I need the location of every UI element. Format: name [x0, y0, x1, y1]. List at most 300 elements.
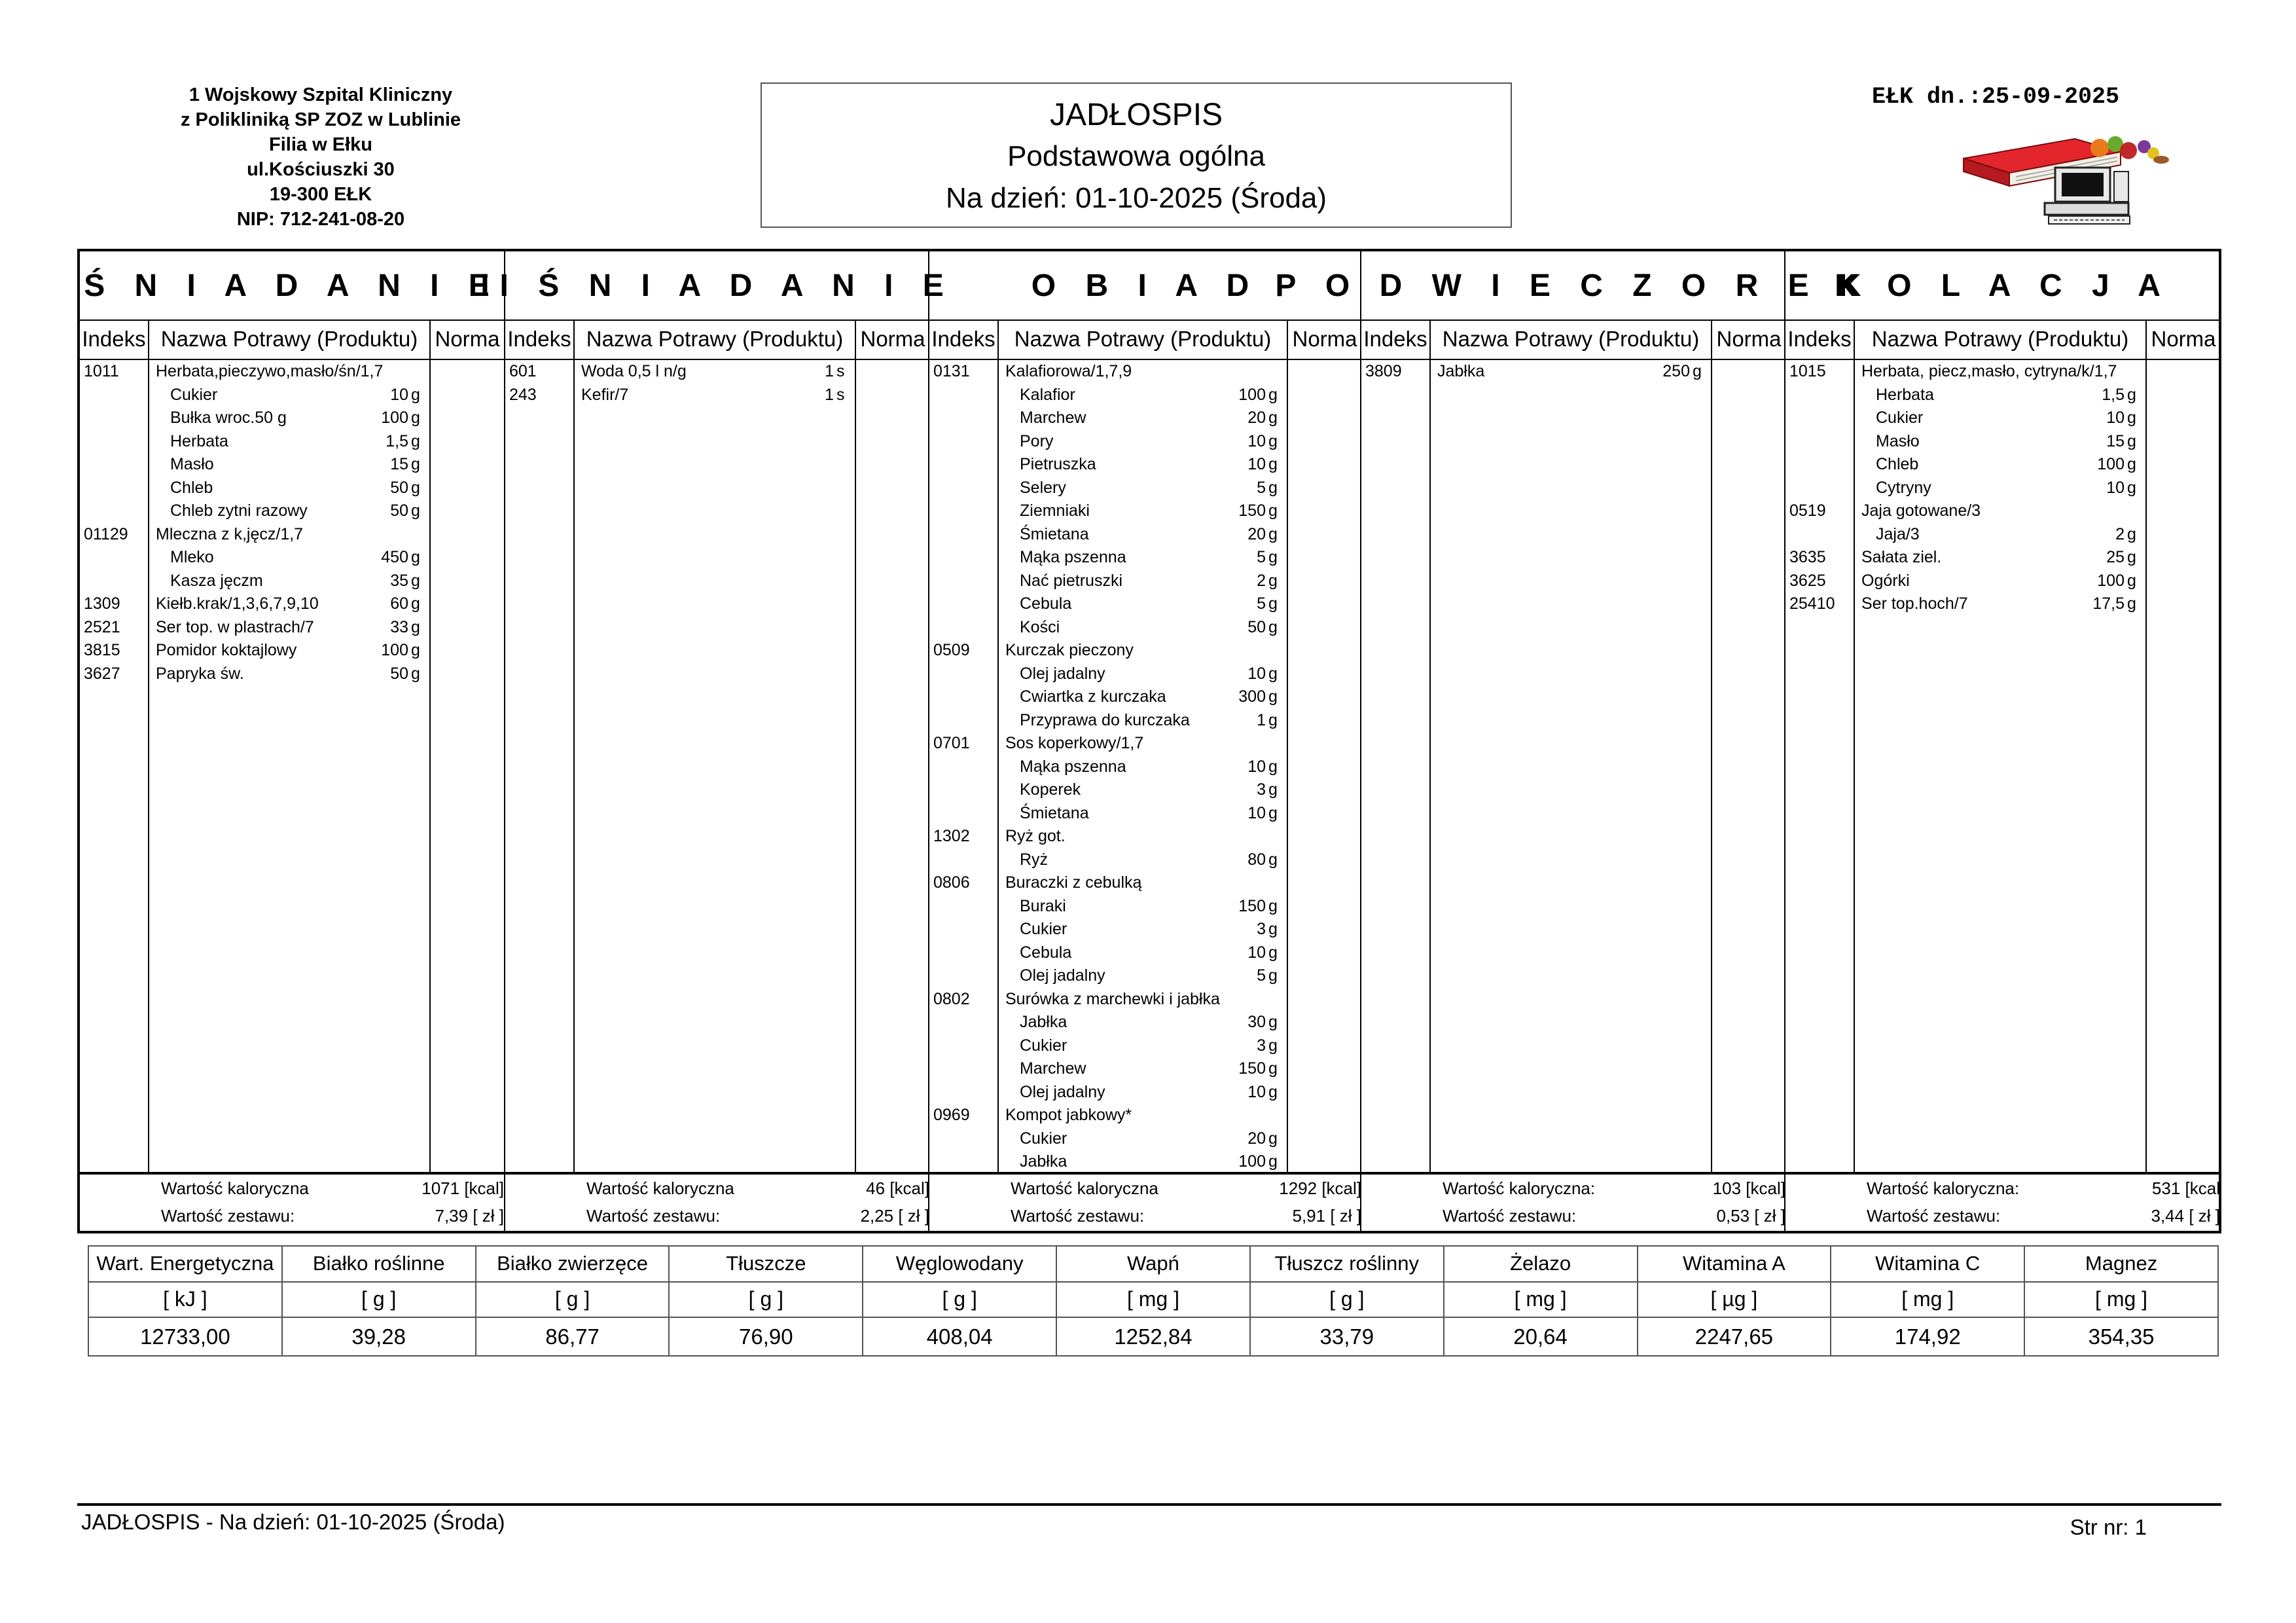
- nutrient-name: Witamina C: [1831, 1246, 2024, 1282]
- menu-item-row: [929, 546, 1361, 570]
- item-quantity: [1219, 825, 1284, 848]
- quantity-unit: g: [411, 385, 420, 404]
- item-quantity: [361, 430, 427, 454]
- menu-item-row: [929, 1104, 1361, 1127]
- item-index: 1309: [84, 594, 120, 613]
- institution-line: z Polikliniką SP ZOZ w Lublinie: [180, 109, 461, 130]
- item-name: Masło: [170, 455, 214, 473]
- item-quantity: [1219, 360, 1284, 384]
- nutrition-values-row: [88, 1317, 2218, 1356]
- nutrient-unit: [ mg ]: [1056, 1282, 1250, 1318]
- item-name: Pory: [1020, 431, 1054, 450]
- kcal-label: Wartość kaloryczna:: [1867, 1178, 2020, 1198]
- item-index: 3815: [84, 641, 120, 659]
- item-name: Herbata, piecz,masło, cytryna/k/1,7: [1861, 362, 2117, 380]
- item-quantity: [1219, 500, 1284, 523]
- nutrient-unit: [ µg ]: [1638, 1282, 1831, 1318]
- nutrient-unit: [ g ]: [863, 1282, 1056, 1318]
- item-name: Nać pietruszki: [1020, 571, 1122, 590]
- menu-item-row: [929, 685, 1361, 709]
- quantity-value: 2: [1257, 571, 1266, 590]
- quantity-value: 100: [381, 409, 408, 427]
- menu-item-row: [929, 1057, 1361, 1081]
- quantity-value: 10: [1247, 455, 1266, 473]
- quantity-value: 1: [1257, 710, 1266, 729]
- item-quantity: [2077, 477, 2143, 500]
- menu-item-row: [505, 384, 929, 407]
- menu-item-row: [80, 639, 504, 663]
- column-header-row: [505, 319, 929, 360]
- nutrient-name: Białko zwierzęce: [476, 1246, 670, 1282]
- item-quantity: [1219, 523, 1284, 547]
- institution-line: NIP: 712-241-08-20: [236, 209, 405, 230]
- nutrient-name: Tłuszcz roślinny: [1250, 1246, 1444, 1282]
- menu-item-row: [1785, 384, 2220, 407]
- footer-title: JADŁOSPIS - Na dzień: 01-10-2025 (Środa): [81, 1510, 505, 1534]
- book-computer-fruit-logo: [1957, 130, 2179, 227]
- nutrition-units-row: [88, 1282, 2218, 1318]
- quantity-unit: g: [2127, 409, 2136, 427]
- quantity-value: 30: [1247, 1013, 1266, 1031]
- quantity-unit: g: [2127, 478, 2136, 497]
- item-name: Cebula: [1020, 943, 1072, 962]
- title-box: [761, 82, 1512, 228]
- item-quantity: [1219, 895, 1284, 919]
- institution-line: 1 Wojskowy Szpital Kliniczny: [188, 84, 453, 105]
- quantity-unit: g: [411, 478, 420, 497]
- quantity-value: 3: [1257, 780, 1266, 799]
- item-quantity: [1219, 988, 1284, 1012]
- item-quantity: [361, 453, 427, 477]
- item-name: Bułka wroc.50 g: [170, 409, 287, 427]
- meal-title: Ś N I A D A N I E: [80, 251, 504, 321]
- nutrient-name: Żelazo: [1444, 1246, 1638, 1282]
- quantity-unit: g: [1268, 780, 1278, 799]
- item-quantity: [2077, 570, 2143, 593]
- item-name: Mleczna z k,jęcz/1,7: [156, 524, 304, 543]
- item-quantity: [2077, 593, 2143, 616]
- menu-item-row: [929, 802, 1361, 826]
- quantity-unit: g: [1268, 920, 1278, 938]
- nutrient-unit: [ mg ]: [1444, 1282, 1638, 1318]
- item-quantity: [1219, 1104, 1284, 1127]
- meal-items: [929, 360, 1361, 1172]
- meal-summary: [1785, 1172, 2220, 1231]
- nutrient-unit: [ g ]: [1250, 1282, 1444, 1318]
- item-quantity: [1219, 941, 1284, 965]
- issue-date: EŁK dn.:25-09-2025: [1872, 84, 2120, 110]
- header-index: Indeks: [1361, 319, 1431, 359]
- kcal-label: Wartość kaloryczna:: [1443, 1178, 1596, 1198]
- item-quantity: [1219, 453, 1284, 477]
- quantity-value: 10: [1247, 664, 1266, 683]
- nutrient-unit: [ kJ ]: [88, 1282, 282, 1318]
- meal-items: [505, 360, 929, 1172]
- item-name: Pomidor koktajlowy: [156, 641, 297, 659]
- item-quantity: [1219, 546, 1284, 570]
- kcal-value: 1292 [kcal]: [1279, 1178, 1361, 1198]
- item-quantity: [1219, 964, 1284, 988]
- item-quantity: [2077, 384, 2143, 407]
- quantity-unit: g: [1693, 362, 1702, 380]
- cost-label: Wartość zestawu:: [161, 1206, 295, 1226]
- cost-label: Wartość zestawu:: [1867, 1206, 2001, 1226]
- menu-item-row: [929, 778, 1361, 802]
- quantity-unit: g: [1268, 1013, 1278, 1031]
- quantity-value: 100: [381, 641, 408, 659]
- item-quantity: [787, 360, 852, 384]
- quantity-value: 100: [2097, 571, 2125, 590]
- quantity-unit: g: [1268, 1059, 1278, 1078]
- item-index: 2521: [84, 617, 120, 636]
- institution-line: 19-300 EŁK: [269, 184, 372, 205]
- meal-title: K O L A C J A: [1785, 251, 2220, 321]
- cost-value: 0,53 [ zł ]: [1716, 1206, 1785, 1226]
- item-name: Cytryny: [1876, 478, 1931, 497]
- item-name: Cukier: [1876, 409, 1924, 427]
- menu-item-row: [1785, 593, 2220, 616]
- menu-item-row: [929, 825, 1361, 848]
- menu-item-row: [80, 453, 504, 477]
- menu-item-row: [929, 407, 1361, 430]
- nutrient-value: 86,77: [476, 1317, 670, 1356]
- quantity-value: 20: [1247, 524, 1266, 543]
- meal-title: O B I A D: [929, 251, 1361, 321]
- kcal-label: Wartość kaloryczna: [161, 1178, 309, 1198]
- header-name: Nazwa Potrawy (Produktu): [149, 319, 431, 359]
- menu-item-row: [80, 616, 504, 640]
- column-header-row: [929, 319, 1361, 360]
- item-quantity: [1219, 1081, 1284, 1104]
- header-name: Nazwa Potrawy (Produktu): [1855, 319, 2147, 359]
- menu-item-row: [80, 570, 504, 593]
- cost-value: 2,25 [ zł ]: [860, 1206, 929, 1226]
- quantity-unit: g: [1268, 687, 1278, 706]
- quantity-unit: g: [1268, 1082, 1278, 1101]
- nutrient-name: Magnez: [2024, 1246, 2218, 1282]
- item-name: Cwiartka z kurczaka: [1020, 687, 1166, 706]
- item-name: Surówka z marchewki i jabłka: [1005, 989, 1220, 1008]
- quantity-unit: g: [1268, 710, 1278, 729]
- quantity-value: 100: [1238, 385, 1266, 404]
- item-name: Koperek: [1020, 780, 1081, 799]
- quantity-unit: g: [2127, 548, 2136, 566]
- header-index: Indeks: [929, 319, 999, 359]
- item-quantity: [1219, 1034, 1284, 1058]
- quantity-value: 150: [1238, 1059, 1266, 1078]
- item-quantity: [361, 663, 427, 686]
- item-index: 0131: [933, 362, 970, 380]
- quantity-unit: g: [1268, 594, 1278, 613]
- kcal-value: 103 [kcal]: [1712, 1178, 1785, 1198]
- nutrient-unit: [ g ]: [476, 1282, 670, 1318]
- document-title: JADŁOSPIS: [1049, 98, 1223, 132]
- quantity-unit: g: [1268, 896, 1278, 915]
- quantity-value: 5: [1257, 594, 1266, 613]
- item-name: Herbata: [1876, 385, 1934, 404]
- quantity-unit: g: [1268, 548, 1278, 566]
- menu-item-row: [80, 407, 504, 430]
- menu-item-row: [929, 941, 1361, 965]
- kcal-label: Wartość kaloryczna: [586, 1178, 734, 1198]
- menu-item-row: [929, 523, 1361, 547]
- quantity-unit: g: [2127, 571, 2136, 590]
- menu-date: Na dzień: 01-10-2025 (Środa): [945, 182, 1327, 214]
- item-index: 1015: [1789, 362, 1826, 380]
- menu-item-row: [929, 895, 1361, 919]
- menu-item-row: [1785, 477, 2220, 500]
- quantity-value: 5: [1257, 478, 1266, 497]
- quantity-unit: g: [1268, 803, 1278, 822]
- menu-item-row: [929, 1127, 1361, 1151]
- quantity-value: 20: [1247, 1129, 1266, 1148]
- quantity-value: 15: [390, 455, 408, 473]
- institution-address: [98, 82, 543, 232]
- item-quantity: [1219, 1011, 1284, 1034]
- quantity-unit: g: [1268, 431, 1278, 450]
- quantity-unit: g: [2127, 385, 2136, 404]
- cost-value: 3,44 [ zł ]: [2151, 1206, 2220, 1226]
- item-index: 3627: [84, 664, 120, 683]
- quantity-value: 1,5: [386, 431, 408, 450]
- item-quantity: [2077, 430, 2143, 454]
- item-index: 3625: [1789, 571, 1826, 590]
- nutrient-unit: [ mg ]: [2024, 1282, 2218, 1318]
- item-name: Cukier: [170, 385, 218, 404]
- quantity-value: 10: [2106, 478, 2125, 497]
- item-index: 1011: [84, 362, 119, 380]
- item-name: Masło: [1876, 431, 1920, 450]
- meal-column-lunch: [928, 251, 1361, 1231]
- item-name: Olej jadalny: [1020, 664, 1105, 683]
- item-name: Kasza jęczm: [170, 571, 263, 590]
- quantity-value: 300: [1238, 687, 1266, 706]
- nutrient-unit: [ g ]: [282, 1282, 476, 1318]
- quantity-unit: g: [2127, 431, 2136, 450]
- menu-item-row: [80, 546, 504, 570]
- quantity-unit: g: [1268, 1152, 1278, 1171]
- item-quantity: [361, 477, 427, 500]
- header-norm: Norma: [860, 327, 925, 351]
- item-name: Kiełb.krak/1,3,6,7,9,10: [156, 594, 319, 613]
- quantity-unit: g: [1268, 385, 1278, 404]
- item-quantity: [361, 593, 427, 616]
- item-name: Olej jadalny: [1020, 966, 1105, 985]
- quantity-unit: g: [1268, 409, 1278, 427]
- item-name: Ryż got.: [1005, 827, 1066, 845]
- menu-item-row: [929, 500, 1361, 523]
- quantity-unit: g: [1268, 501, 1278, 520]
- nutrient-value: 2247,65: [1638, 1317, 1831, 1356]
- menu-item-row: [929, 384, 1361, 407]
- item-index: 01129: [84, 524, 128, 543]
- item-name: Woda 0,5 l n/g: [581, 362, 687, 380]
- quantity-unit: g: [411, 641, 420, 659]
- item-name: Ser top.hoch/7: [1861, 594, 1968, 613]
- cost-label: Wartość zestawu:: [586, 1206, 721, 1226]
- quantity-value: 1: [825, 385, 834, 404]
- menu-item-row: [929, 453, 1361, 477]
- column-header-row: [1361, 319, 1785, 360]
- quantity-value: 1,5: [2102, 385, 2125, 404]
- quantity-value: 50: [390, 664, 408, 683]
- item-index: 0802: [933, 989, 970, 1008]
- item-name: Buraki: [1020, 896, 1066, 915]
- page-number: Str nr: 1: [2070, 1515, 2147, 1539]
- item-name: Mąka pszenna: [1020, 757, 1126, 776]
- quantity-unit: g: [1268, 966, 1278, 985]
- item-quantity: [361, 570, 427, 593]
- quantity-value: 5: [1257, 548, 1266, 566]
- item-quantity: [1219, 802, 1284, 826]
- item-quantity: [1643, 360, 1708, 384]
- diet-name: Podstawowa ogólna: [1007, 140, 1265, 172]
- nutrient-value: 39,28: [282, 1317, 476, 1356]
- quantity-value: 80: [1247, 850, 1266, 869]
- quantity-unit: g: [411, 501, 420, 520]
- item-name: Jabłka: [1437, 362, 1485, 380]
- quantity-value: 60: [390, 594, 408, 613]
- meal-summary: [505, 1172, 929, 1231]
- nutrient-name: Wart. Energetyczna: [88, 1246, 282, 1282]
- header-name: Nazwa Potrawy (Produktu): [1431, 319, 1712, 359]
- header-norm: Norma: [2151, 327, 2216, 351]
- item-quantity: [2077, 523, 2143, 547]
- item-quantity: [2077, 546, 2143, 570]
- nutrition-table: [88, 1245, 2219, 1357]
- quantity-unit: g: [411, 594, 420, 613]
- item-quantity: [361, 616, 427, 640]
- meal-items: [1361, 360, 1785, 1172]
- item-name: Kalafiorowa/1,7,9: [1005, 362, 1132, 380]
- item-name: Selery: [1020, 478, 1066, 497]
- quantity-unit: g: [1268, 850, 1278, 869]
- quantity-unit: g: [1268, 664, 1278, 683]
- item-quantity: [361, 546, 427, 570]
- nutrient-name: Tłuszcze: [669, 1246, 863, 1282]
- meal-summary: [929, 1172, 1361, 1231]
- quantity-unit: g: [411, 548, 420, 566]
- item-name: Kalafior: [1020, 385, 1075, 404]
- item-name: Jaja gotowane/3: [1861, 501, 1981, 520]
- menu-item-row: [929, 709, 1361, 733]
- header-norm: Norma: [1292, 327, 1357, 351]
- meal-items: [80, 360, 504, 1172]
- item-name: Jabłka: [1020, 1152, 1067, 1171]
- nutrient-name: Węglowodany: [863, 1246, 1056, 1282]
- menu-item-row: [929, 1150, 1361, 1174]
- kcal-label: Wartość kaloryczna: [1011, 1178, 1158, 1198]
- item-quantity: [1219, 407, 1284, 430]
- item-index: 601: [509, 362, 537, 380]
- item-name: Olej jadalny: [1020, 1082, 1105, 1101]
- quantity-unit: s: [836, 362, 845, 380]
- menu-item-row: [1785, 500, 2220, 523]
- item-name: Kurczak pieczony: [1005, 641, 1134, 659]
- quantity-unit: g: [1268, 1129, 1278, 1148]
- item-index: 3635: [1789, 548, 1826, 566]
- nutrient-name: Wapń: [1056, 1246, 1250, 1282]
- item-quantity: [1219, 732, 1284, 756]
- meal-column-supper: [1784, 251, 2220, 1231]
- item-quantity: [1219, 593, 1284, 616]
- kcal-value: 531 [kcal: [2151, 1178, 2220, 1198]
- menu-item-row: [1785, 407, 2220, 430]
- column-header-row: [1785, 319, 2220, 360]
- item-name: Kefir/7: [581, 385, 629, 404]
- item-name: Ogórki: [1861, 571, 1910, 590]
- menu-item-row: [929, 430, 1361, 454]
- item-quantity: [1219, 639, 1284, 663]
- quantity-value: 3: [1257, 1036, 1266, 1055]
- quantity-value: 250: [1662, 362, 1690, 380]
- item-quantity: [1219, 848, 1284, 872]
- item-quantity: [1219, 477, 1284, 500]
- header-index: Indeks: [505, 319, 575, 359]
- nutrient-unit: [ mg ]: [1831, 1282, 2024, 1318]
- meal-column-breakfast: [80, 251, 504, 1231]
- quantity-value: 20: [1247, 409, 1266, 427]
- item-name: Herbata,pieczywo,masło/śn/1,7: [156, 362, 384, 380]
- menu-item-row: [929, 988, 1361, 1012]
- quantity-unit: g: [1268, 478, 1278, 497]
- item-name: Śmietana: [1020, 524, 1089, 543]
- header-norm: Norma: [1716, 327, 1782, 351]
- item-name: Pietruszka: [1020, 455, 1096, 473]
- menu-item-row: [929, 918, 1361, 941]
- item-name: Buraczki z cebulką: [1005, 873, 1142, 892]
- menu-grid: [77, 249, 2221, 1233]
- menu-item-row: [929, 663, 1361, 686]
- quantity-value: 5: [1257, 966, 1266, 985]
- item-name: Cebula: [1020, 594, 1072, 613]
- item-name: Przyprawa do kurczaka: [1020, 710, 1190, 729]
- item-index: 0806: [933, 873, 970, 892]
- nutrient-value: 1252,84: [1056, 1317, 1250, 1356]
- item-name: Papryka św.: [156, 664, 244, 683]
- item-name: Marchew: [1020, 409, 1086, 427]
- item-name: Jaja/3: [1876, 524, 1920, 543]
- item-name: Marchew: [1020, 1059, 1086, 1078]
- menu-item-row: [80, 384, 504, 407]
- institution-line: Filia w Ełku: [269, 134, 372, 155]
- item-index: 3809: [1365, 362, 1402, 380]
- item-quantity: [361, 523, 427, 547]
- quantity-unit: g: [2127, 524, 2136, 543]
- item-name: Sos koperkowy/1,7: [1005, 734, 1144, 752]
- item-name: Sałata ziel.: [1861, 548, 1942, 566]
- item-name: Mleko: [170, 548, 214, 566]
- quantity-unit: g: [1268, 571, 1278, 590]
- item-quantity: [1219, 918, 1284, 941]
- quantity-value: 10: [1247, 803, 1266, 822]
- footer-rule: [77, 1503, 2221, 1506]
- item-quantity: [361, 360, 427, 384]
- quantity-unit: g: [411, 617, 420, 636]
- nutrient-value: 354,35: [2024, 1317, 2218, 1356]
- menu-item-row: [929, 593, 1361, 616]
- quantity-value: 25: [2106, 548, 2125, 566]
- item-name: Ziemniaki: [1020, 501, 1090, 520]
- quantity-unit: g: [2127, 594, 2136, 613]
- menu-item-row: [929, 732, 1361, 756]
- quantity-unit: g: [1268, 1036, 1278, 1055]
- item-index: 1302: [933, 827, 970, 845]
- cost-label: Wartość zestawu:: [1011, 1206, 1145, 1226]
- menu-item-row: [1785, 570, 2220, 593]
- cost-value: 5,91 [ zł ]: [1292, 1206, 1361, 1226]
- item-name: Kompot jabkowy*: [1005, 1106, 1132, 1124]
